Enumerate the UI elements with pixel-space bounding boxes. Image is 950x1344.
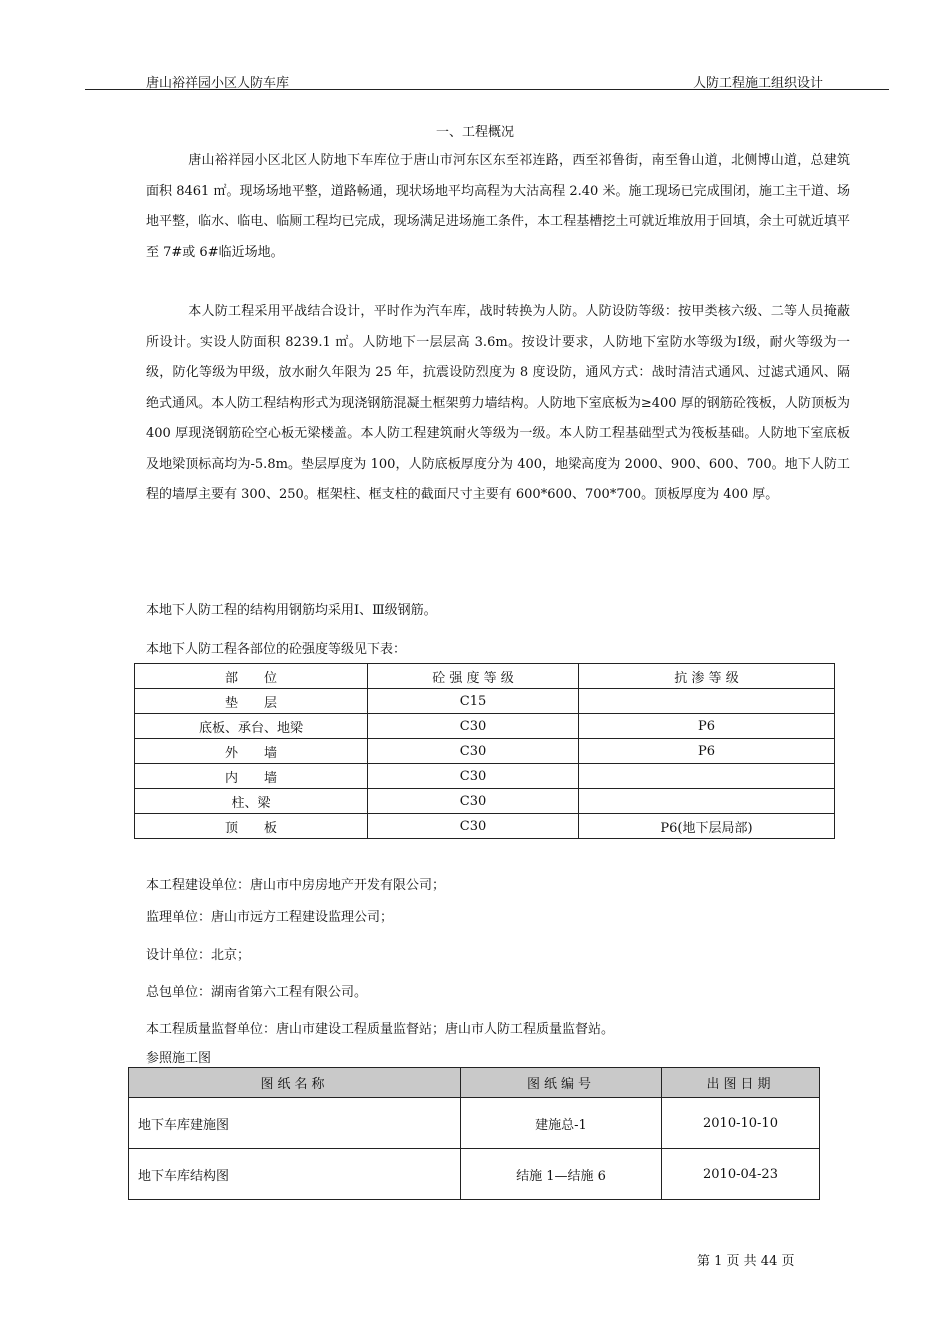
designer-unit: 设计单位：北京； [146,948,251,963]
table-cell: 垫 层 [135,689,368,714]
table-cell: 底板、承台、地梁 [135,714,368,739]
table-cell [579,789,835,814]
table-cell: 地下车库建施图 [129,1098,461,1149]
contractor-unit: 总包单位：湖南省第六工程有限公司。 [146,985,368,1000]
table-row [135,689,835,714]
table-cell: 2010-10-10 [662,1098,820,1149]
concrete-grade-table [134,663,835,839]
table-row [135,814,835,839]
header-document-title: 人防工程施工组织设计 [693,76,824,91]
table-cell: C30 [368,714,579,739]
table-cell: 内 墙 [135,764,368,789]
paragraph-location [146,146,850,268]
table-cell: P6 [579,739,835,764]
page-number: 第 1 页 共 44 页 [697,1254,795,1269]
table-cell [579,689,835,714]
paragraph-design-text: 本人防工程采用平战结合设计，平时作为汽车库，战时转换为人防。人防设防等级：按甲类核六级、二等人员掩蔽所设计。实设人防面积 8239.1 ㎡。人防地下一层层高 3.6m。按设计要求，人防地下室防水等级为Ⅰ级，耐火等级为一级，防化等级为甲级，放水耐久年限为 25 年，抗震设防烈度为 8 度设防，通风方式：战时清洁式通风、过滤式通风、隔绝式通风。本人防工程结构形式为现浇钢筋混凝土框架剪力墙结构。人防地下室底板为≥400 厚的钢筋砼筏板，人防顶板为 400 厚现浇钢筋砼空心板无梁楼盖。本人防工程建筑耐火等级为一级。本人防工程基础型式为筏板基础。人防地下室底板及地梁顶标高均为-5.8m。垫层厚度为 100，人防底板厚度分为 400，地梁高度为 2000、900、600、700。地下人防工程的墙厚主要有 300、250。框架柱、框支柱的截面尺寸主要有 600*600、700*700。顶板厚度为 400 厚。 [146,304,850,502]
table-row [135,764,835,789]
table-cell [579,764,835,789]
table-cell: C30 [368,764,579,789]
builder-unit: 本工程建设单位：唐山市中房房地产开发有限公司； [146,878,446,893]
supervisor-unit: 监理单位：唐山市远方工程建设监理公司； [146,910,394,925]
column-header: 出图日期 [662,1068,820,1098]
column-header: 部 位 [135,664,368,689]
column-header: 抗 渗 等 级 [579,664,835,689]
steel-grade-line: 本地下人防工程的结构用钢筋均采用Ⅰ、Ⅲ级钢筋。 [146,603,437,618]
grade-table-intro: 本地下人防工程各部位的砼强度等级见下表： [146,642,407,657]
table-cell: 结施 1—结施 6 [461,1149,662,1200]
column-header: 图纸名称 [129,1068,461,1098]
table-cell: 建施总-1 [461,1098,662,1149]
header-project-name: 唐山裕祥园小区人防车库 [146,76,290,91]
paragraph-location-text: 唐山裕祥园小区北区人防地下车库位于唐山市河东区东至祁连路，西至祁鲁街，南至鲁山道，北侧博山道，总建筑面积 8461 ㎡。现场场地平整，道路畅通，现状场地平均高程为大沽高程 2.40 米。施工现场已完成围闭，施工主干道、场地平整，临水、临电、临厕工程均已完成，现场满足进场施工条件，本工程基槽挖土可就近堆放用于回填，余土可就近填平至 7#或 6#临近场地。 [146,153,850,260]
column-header: 砼 强 度 等 级 [368,664,579,689]
drawings-caption: 参照施工图 [146,1051,212,1066]
table-cell: 外 墙 [135,739,368,764]
table-cell: C30 [368,789,579,814]
table-row [129,1149,820,1200]
table-row [135,739,835,764]
table-row [135,714,835,739]
table-cell: 2010-04-23 [662,1149,820,1200]
drawing-reference-table [128,1067,820,1200]
paragraph-design [146,297,850,511]
table-row [135,789,835,814]
table-cell: 地下车库结构图 [129,1149,461,1200]
quality-unit: 本工程质量监督单位：唐山市建设工程质量监督站；唐山市人防工程质量监督站。 [146,1022,615,1037]
header-rule [85,89,889,90]
table-cell: P6 [579,714,835,739]
table-header-row [129,1068,820,1098]
table-cell: 柱、梁 [135,789,368,814]
column-header: 图纸编号 [461,1068,662,1098]
table-header-row [135,664,835,689]
table-cell: C30 [368,814,579,839]
table-cell: P6(地下层局部) [579,814,835,839]
table-row [129,1098,820,1149]
table-cell: 顶 板 [135,814,368,839]
table-cell: C15 [368,689,579,714]
section-title: 一、工程概况 [435,125,514,140]
table-cell: C30 [368,739,579,764]
